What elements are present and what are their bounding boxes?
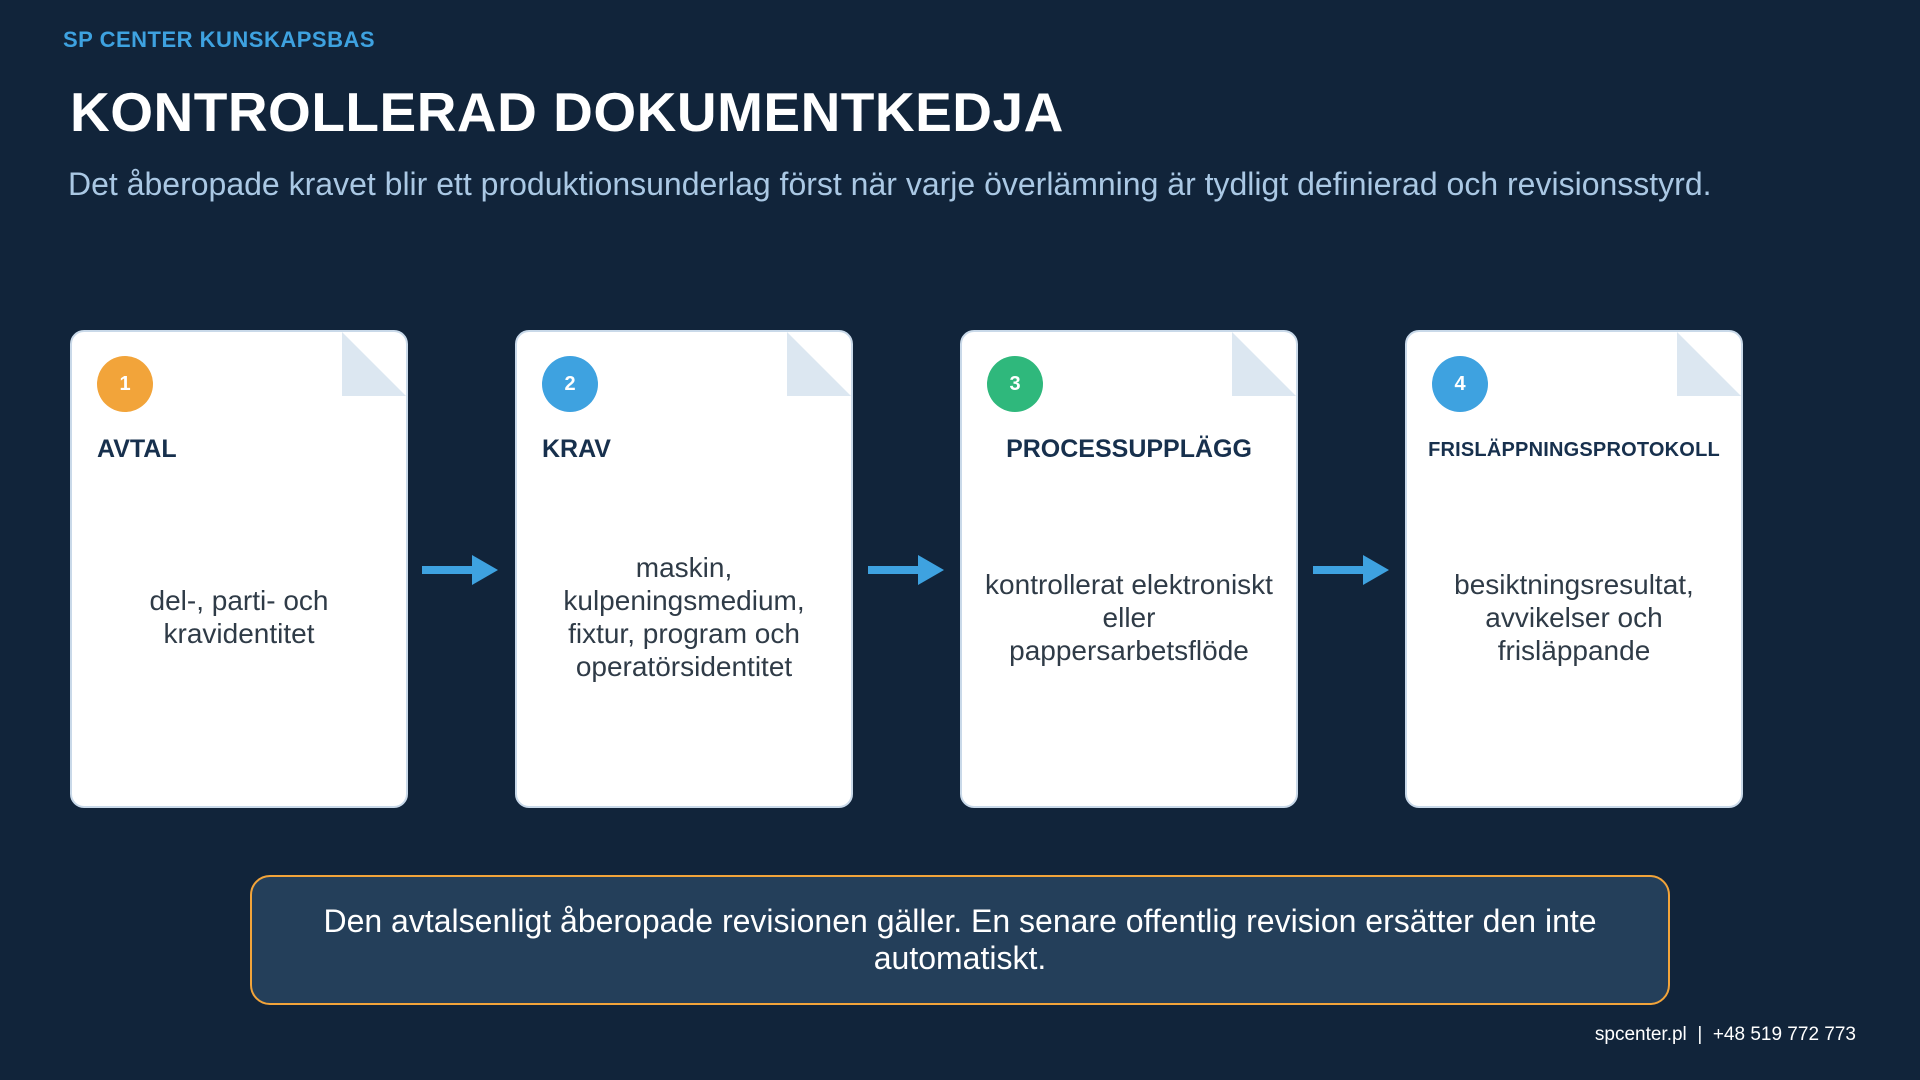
page-fold-icon <box>1677 332 1741 396</box>
step-card-4 <box>1405 330 1743 808</box>
step-description: besiktningsresultat, avvikelser och frisläppande <box>1454 568 1694 666</box>
step-title: AVTAL <box>97 435 177 463</box>
step-description: maskin, kulpeningsmedium, fixtur, program och operatörsidentitet <box>563 552 805 682</box>
arrow-right-icon <box>420 553 500 587</box>
footer-contact: spcenter.pl | +48 519 772 773 <box>1594 1024 1856 1045</box>
page-title: KONTROLLERAD DOKUMENTKEDJA <box>70 81 1064 143</box>
step-card-2 <box>515 330 853 808</box>
brand-label: SP CENTER KUNSKAPSBAS <box>63 27 376 52</box>
page-fold-icon <box>787 332 851 396</box>
step-number-badge: 1 <box>97 356 153 412</box>
step-number-badge: 3 <box>987 356 1043 412</box>
step-number-badge: 4 <box>1432 356 1488 412</box>
step-description: kontrollerat elektroniskt eller pappersarbetsflöde <box>985 568 1273 666</box>
arrow-right-icon <box>1311 553 1391 587</box>
step-card-1 <box>70 330 408 808</box>
page-subtitle: Det åberopade kravet blir ett produktionsunderlag först när varje överlämning är tydligt definierad och revisionsstyrd. <box>68 166 1712 202</box>
step-card-3 <box>960 330 1298 808</box>
step-description: del-, parti- och kravidentitet <box>149 585 329 649</box>
step-number-badge: 2 <box>542 356 598 412</box>
step-title: KRAV <box>542 435 611 463</box>
page-fold-icon <box>342 332 406 396</box>
revision-callout: Den avtalsenligt åberopade revisionen gäller. En senare offentlig revision ersätter den inte automatiskt. <box>250 875 1670 1005</box>
page-fold-icon <box>1232 332 1296 396</box>
step-title: FRISLÄPPNINGSPROTOKOLL <box>1428 439 1720 461</box>
arrow-right-icon <box>866 553 946 587</box>
step-title: PROCESSUPPLÄGG <box>1006 435 1252 463</box>
